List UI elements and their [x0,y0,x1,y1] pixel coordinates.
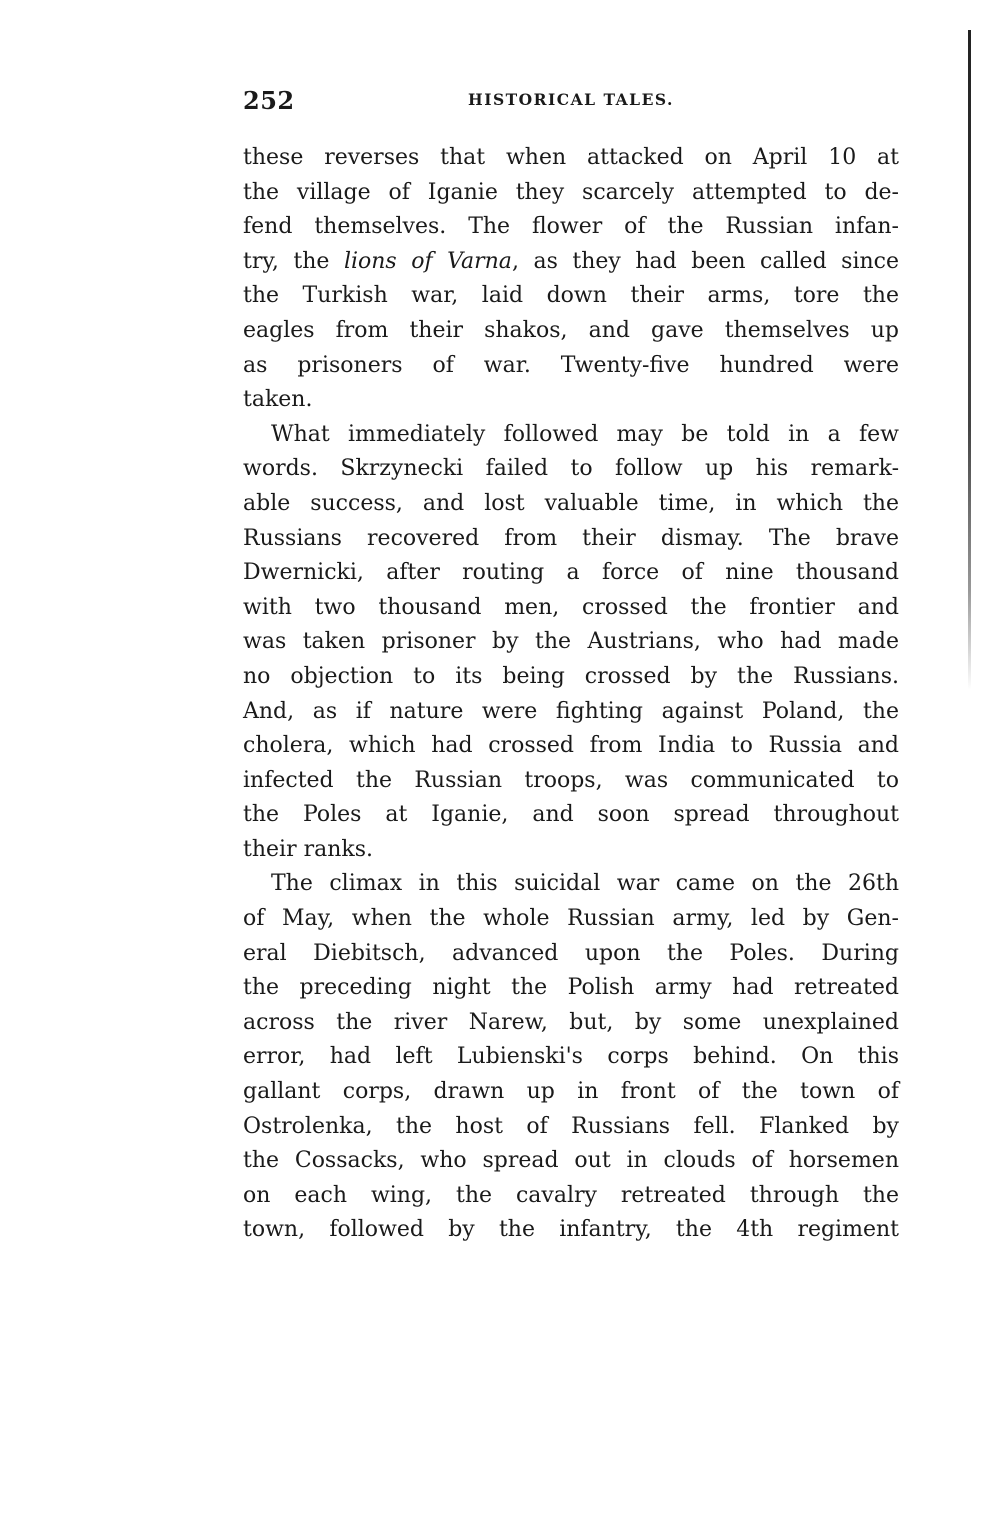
page-body [243,141,899,1248]
page-header [243,86,899,116]
italic-phrase: lions of Varna [343,248,512,274]
text-line: The climax in this suicidal war came on the 26th [271,871,899,897]
text-line: Dwernicki, after routing a force of nine thousand [243,560,899,586]
text-line: gallant corps, drawn up in front of the town of [243,1079,899,1105]
text-line: And, as if nature were fighting against Poland, the [243,698,899,724]
page-number: 252 [243,86,295,115]
text-line: was taken prisoner by the Austrians, who had made [243,629,899,655]
paragraph-1 [243,141,899,418]
text-line: able success, and lost valuable time, in which the [243,490,899,516]
text-line: the Poles at Iganie, and soon spread throughout [243,802,899,828]
text-line: What immediately followed may be told in a few [271,421,899,447]
text-line: the village of Iganie they scarcely attempted to de- [243,179,899,205]
text-line: error, had left Lubienski's corps behind. On this [243,1044,899,1070]
text-line: try, the lions of Varna, as they had been called since [243,248,900,274]
text-line: with two thousand men, crossed the frontier and [243,594,899,620]
text-line: infected the Russian troops, was communicated to [243,767,899,793]
text-line: as prisoners of war. Twenty-five hundred were [243,352,899,378]
text-line: the Turkish war, laid down their arms, tore the [243,283,899,309]
text-line: these reverses that when attacked on April 10 at [243,145,899,170]
paragraph-3 [243,867,899,1248]
text-line: Ostrolenka, the host of Russians fell. Flanked by [243,1113,899,1139]
text-line: across the river Narew, but, by some unexplained [243,1009,899,1035]
text-line: eral Diebitsch, advanced upon the Poles. During [243,940,899,966]
text-line: Russians recovered from their dismay. The brave [243,525,899,551]
text-line: the Cossacks, who spread out in clouds of horsemen [243,1148,899,1174]
text-line: town, followed by the infantry, the 4th regiment [243,1217,899,1243]
text-line: fend themselves. The flower of the Russian infan- [243,214,899,240]
text-line: taken. [243,387,313,413]
text-line: on each wing, the cavalry retreated through the [243,1182,899,1208]
text-line: of May, when the whole Russian army, led by Gen- [243,906,899,932]
paragraph-2 [243,418,899,868]
text-line: words. Skrzynecki failed to follow up his remark- [243,456,899,482]
text-line: cholera, which had crossed from India to Russia and [243,733,899,759]
text-line: the preceding night the Polish army had retreated [243,975,899,1001]
text-line: eagles from their shakos, and gave themselves up [243,317,899,343]
scan-edge [968,30,971,690]
text-line: no objection to its being crossed by the Russians. [243,663,899,689]
text-line: their ranks. [243,836,373,862]
running-head: HISTORICAL TALES. [468,90,674,109]
